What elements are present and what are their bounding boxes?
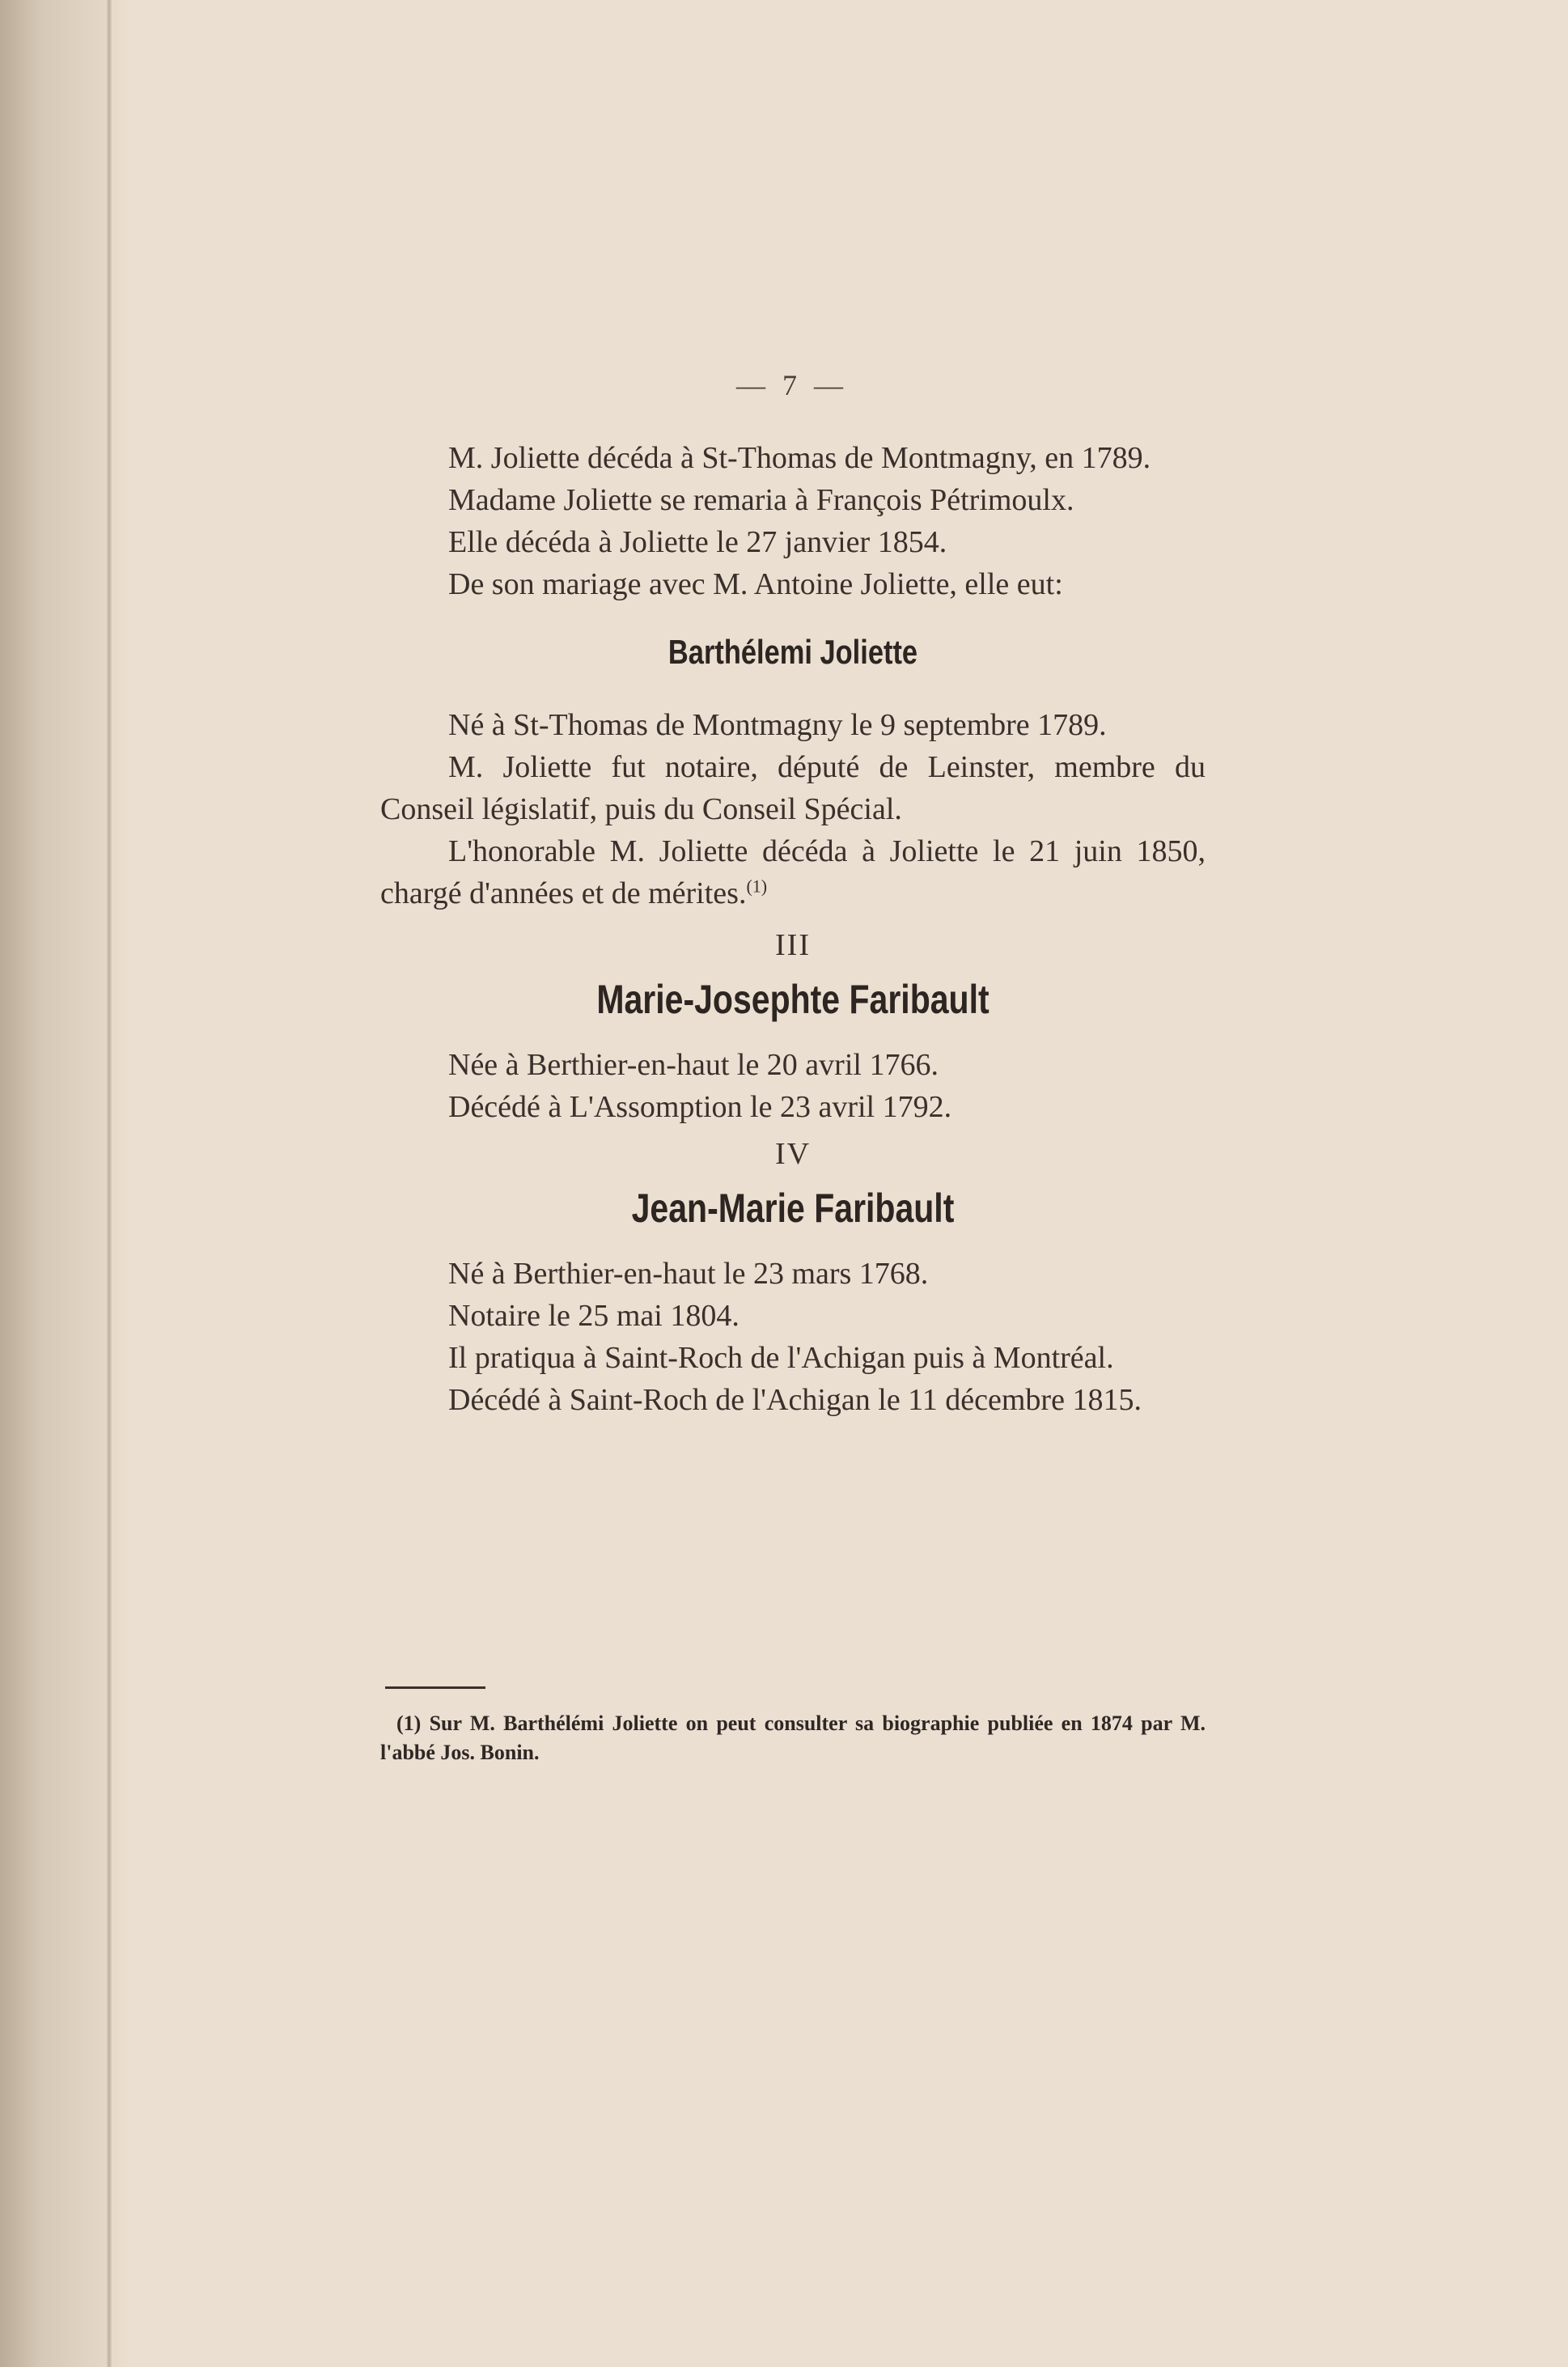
paragraph-jean-marie-death: Décédé à Saint-Roch de l'Achigan le 11 décembre 1815. [448,1383,1142,1417]
paragraph-jean-marie-practice: Il pratiqua à Saint-Roch de l'Achigan puis à Montréal. [448,1341,1114,1375]
paragraph-jean-marie-notary: Notaire le 25 mai 1804. [448,1299,740,1333]
page-fold-shadow [107,0,112,2367]
heading-marie-josephte-faribault: Marie-Josephte Faribault [596,977,990,1022]
paragraph-barthelemi-birth: Né à St-Thomas de Montmagny le 9 septembre 1789. [448,708,1107,742]
heading-barthelemi-joliette: Barthélemi Joliette [667,633,918,671]
footnote-rule [385,1686,485,1689]
paragraph-marie-josephte-death: Décédé à L'Assomption le 23 avril 1792. [448,1090,952,1124]
paragraph-death-of-madame: Elle décéda à Joliette le 27 janvier 1854. [448,525,947,559]
page-number: — 7 — [736,369,848,401]
paragraph-barthelemi-death-text: L'honorable M. Joliette décéda à Joliette le 21 juin 1850, chargé d'années et de mérites. [380,834,1206,910]
heading-jean-marie-faribault: Jean-Marie Faribault [631,1186,955,1231]
section-numeral-iv: IV [774,1137,812,1171]
footnote [380,1709,1206,1767]
section-numeral-iii: III [775,928,811,962]
footnote-marker: (1) [396,1712,422,1735]
paragraph-remarriage: Madame Joliette se remaria à François Pétrimoulx. [448,483,1074,517]
paragraph-jean-marie-birth: Né à Berthier-en-haut le 23 mars 1768. [448,1257,929,1291]
paragraph-barthelemi-career: M. Joliette fut notaire, député de Leinster, membre du Conseil législatif, puis du Conseil Spécial. [380,750,1206,826]
paragraph-death-of-m-joliette: M. Joliette décéda à St-Thomas de Montmagny, en 1789. [448,441,1151,475]
paragraph-barthelemi-death [380,830,1206,914]
footnote-text: Sur M. Barthélémi Joliette on peut consulter sa biographie publiée en 1874 par M. l'abbé Jos. Bonin. [380,1712,1206,1764]
footnote-reference: (1) [746,876,768,897]
paragraph-marie-josephte-birth: Née à Berthier-en-haut le 20 avril 1766. [448,1048,939,1082]
page-body [380,437,1206,1421]
paragraph-marriage-issue: De son mariage avec M. Antoine Joliette, elle eut: [448,567,1063,601]
